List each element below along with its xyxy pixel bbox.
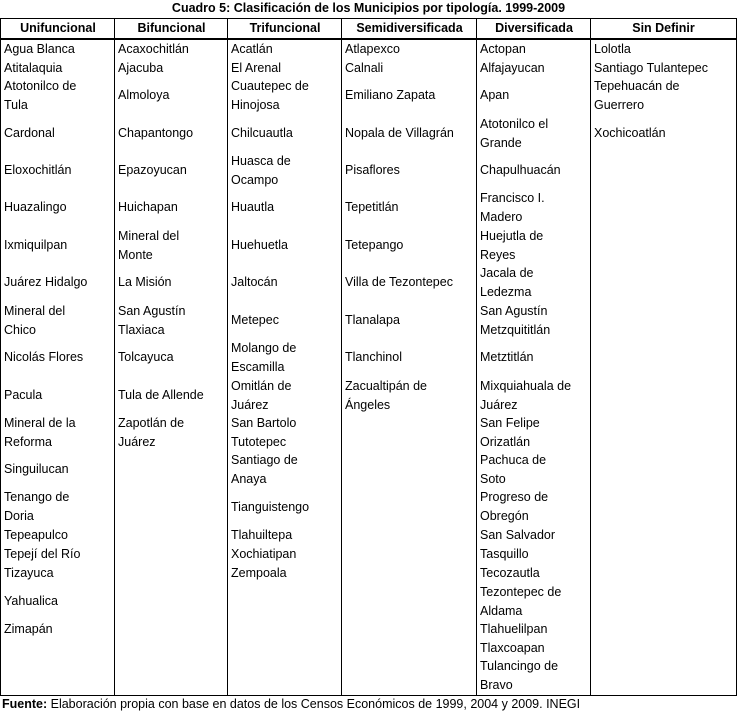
municipio-name-line: Ledezma	[480, 284, 532, 299]
municipio-name-line: Lolotla	[594, 42, 631, 56]
municipio-name-line: Metztitlán	[480, 350, 534, 364]
municipio-name-line: Cuautepec de	[231, 79, 309, 93]
municipio-cell	[480, 526, 589, 563]
municipio-cell	[345, 86, 475, 105]
municipio-name-line: Acaxochitlán	[118, 42, 189, 56]
municipio-name-line: Tepejí del Río	[4, 547, 81, 561]
municipio-cell	[118, 198, 226, 217]
municipio-name-line: Metzquititlán	[480, 322, 551, 337]
municipio-cell	[231, 414, 340, 451]
municipio-cell	[4, 124, 113, 143]
municipio-cell	[480, 414, 589, 451]
municipio-name-line: Yahualica	[4, 594, 58, 608]
municipio-cell	[231, 273, 340, 292]
municipio-cell	[345, 311, 475, 330]
classification-table	[0, 18, 737, 696]
municipio-cell	[231, 451, 340, 488]
municipio-name-line: San Felipe	[480, 416, 540, 430]
municipio-cell	[4, 59, 113, 78]
municipio-cell	[480, 639, 589, 658]
municipio-cell	[4, 236, 113, 255]
municipio-name-line: Tula de Allende	[118, 388, 204, 402]
header-sin-definir: Sin Definir	[632, 21, 695, 35]
municipio-cell	[4, 348, 113, 367]
municipio-cell	[4, 526, 113, 545]
municipio-name-line: Doria	[4, 508, 34, 523]
municipio-cell	[480, 189, 589, 226]
municipio-name-line: Jacala de	[480, 266, 534, 280]
municipio-name-line: Huazalingo	[4, 200, 67, 214]
municipio-cell	[345, 273, 475, 292]
table-header-row	[1, 19, 736, 40]
municipio-name-line: San Salvador	[480, 528, 556, 542]
source-note	[2, 695, 580, 713]
municipio-name-line: Molango de	[231, 341, 297, 355]
municipio-name-line: Tepeapulco	[4, 528, 68, 542]
municipio-cell	[4, 40, 113, 59]
municipio-name-line: Actopan	[480, 42, 526, 56]
municipio-name-line: Monte	[118, 247, 153, 262]
municipio-cell	[231, 339, 340, 376]
municipio-name-line: Omitlán de	[231, 379, 292, 393]
municipio-cell	[231, 236, 340, 255]
source-label: Fuente:	[2, 697, 48, 711]
municipio-name-line: Nopala de Villagrán	[345, 126, 454, 140]
municipio-name-line: Tetepango	[345, 238, 404, 252]
municipio-cell	[231, 59, 340, 78]
column-bifuncional	[115, 40, 227, 694]
municipio-cell	[231, 498, 340, 517]
municipio-cell	[4, 414, 113, 451]
municipio-name-line: Tenango de	[4, 490, 70, 504]
municipio-name-line: San Agustín	[118, 304, 186, 318]
municipio-name-line: Chilcuautla	[231, 126, 293, 140]
municipio-cell	[118, 302, 226, 339]
municipio-name-line: Obregón	[480, 508, 529, 523]
municipio-name-line: Huehuetla	[231, 238, 288, 252]
municipio-name-line: El Arenal	[231, 61, 282, 75]
municipio-name-line: Juárez	[231, 397, 269, 412]
municipio-cell	[118, 59, 226, 78]
municipio-name-line: Zempoala	[231, 566, 287, 580]
municipio-name-line: Bravo	[480, 677, 513, 692]
municipio-name-line: Mixquiahuala de	[480, 379, 572, 393]
municipio-name-line: Madero	[480, 209, 523, 224]
municipio-name-line: Juárez	[480, 397, 518, 412]
municipio-cell	[231, 311, 340, 330]
municipio-name-line: Tepehuacán de	[594, 79, 680, 93]
municipio-name-line: Zacualtipán de	[345, 379, 428, 393]
municipio-cell	[480, 40, 589, 59]
municipio-name-line: Eloxochitlán	[4, 163, 72, 177]
municipio-cell	[4, 273, 113, 292]
municipio-cell	[480, 348, 589, 367]
municipio-name-line: Epazoyucan	[118, 163, 187, 177]
header-trifuncional: Trifuncional	[249, 21, 321, 35]
municipio-cell	[118, 161, 226, 180]
municipio-cell	[231, 564, 340, 583]
municipio-name-line: Apan	[480, 88, 510, 102]
municipio-name-line: Tepetitlán	[345, 200, 399, 214]
municipio-name-line: Tlahuelilpan	[480, 622, 548, 636]
municipio-name-line: Juárez Hidalgo	[4, 275, 88, 289]
municipio-name-line: Chico	[4, 322, 36, 337]
municipio-cell	[480, 86, 589, 105]
municipio-name-line: Singuilucan	[4, 462, 69, 476]
municipio-name-line: Hinojosa	[231, 97, 280, 112]
municipio-name-line: Huichapan	[118, 200, 178, 214]
municipio-name-line: Tasquillo	[480, 546, 529, 561]
column-trifuncional	[228, 40, 341, 694]
municipio-name-line: Orizatlán	[480, 434, 531, 449]
municipio-cell	[231, 545, 340, 564]
municipio-name-line: Reyes	[480, 247, 516, 262]
municipio-name-line: Mineral del	[118, 229, 180, 243]
municipio-cell	[480, 564, 589, 583]
municipio-name-line: Tlanalapa	[345, 313, 400, 327]
municipio-name-line: Francisco I.	[480, 191, 545, 205]
municipio-name-line: Pachuca de	[480, 453, 547, 467]
municipio-name-line: Tlanchinol	[345, 350, 402, 364]
municipio-cell	[231, 198, 340, 217]
municipio-name-line: Xochiatipan	[231, 547, 297, 561]
header-bifuncional: Bifuncional	[137, 21, 206, 35]
municipio-name-line: Huasca de	[231, 154, 291, 168]
municipio-name-line: Atotonilco el	[480, 117, 549, 131]
municipio-cell	[345, 348, 475, 367]
municipio-name-line: Ixmiquilpan	[4, 238, 68, 252]
municipio-cell	[345, 40, 475, 59]
municipio-name-line: Alfajayucan	[480, 61, 545, 75]
table-title: Cuadro 5: Clasificación de los Municipios por tipología. 1999-2009	[171, 1, 566, 15]
municipio-name-line: Tutotepec	[231, 434, 287, 449]
municipio-name-line: Calnali	[345, 61, 384, 75]
municipio-cell	[118, 40, 226, 59]
municipio-cell	[231, 152, 340, 189]
municipio-cell	[4, 620, 113, 639]
municipio-cell	[4, 592, 113, 611]
header-semidiversificada: Semidiversificada	[356, 21, 463, 35]
municipio-cell	[594, 59, 735, 78]
municipio-cell	[480, 59, 589, 78]
municipio-name-line: Tlaxiaca	[118, 322, 165, 337]
municipio-name-line: Tizayuca	[4, 566, 54, 580]
column-semidiversificada	[342, 40, 476, 694]
column-diversificada	[477, 40, 590, 694]
municipio-name-line: Zimapán	[4, 622, 53, 636]
municipio-cell	[4, 302, 113, 339]
municipio-cell	[118, 86, 226, 105]
municipio-name-line: Pacula	[4, 388, 43, 402]
municipio-name-line: Cardonal	[4, 126, 55, 140]
municipio-cell	[118, 273, 226, 292]
municipio-cell	[231, 124, 340, 143]
municipio-name-line: Tula	[4, 97, 28, 112]
municipio-cell	[594, 77, 735, 114]
municipio-name-line: Jaltocán	[231, 275, 278, 289]
municipio-cell	[594, 124, 735, 143]
municipio-cell	[4, 460, 113, 479]
municipio-name-line: Nicolás Flores	[4, 350, 84, 364]
municipio-name-line: Tlahuiltepa	[231, 528, 293, 542]
municipio-name-line: Progreso de	[480, 490, 549, 504]
municipio-name-line: Tecozautla	[480, 566, 540, 580]
municipio-name-line: Atlapexco	[345, 42, 400, 56]
municipio-cell	[4, 198, 113, 217]
municipio-name-line: Mineral del	[4, 304, 66, 318]
municipio-cell	[118, 386, 226, 405]
municipio-cell	[345, 377, 475, 414]
municipio-name-line: Atotonilco de	[4, 79, 77, 93]
municipio-name-line: Chapantongo	[118, 126, 194, 140]
municipio-cell	[480, 161, 589, 180]
municipio-cell	[118, 348, 226, 367]
municipio-name-line: Guerrero	[594, 97, 645, 112]
municipio-name-line: Ocampo	[231, 172, 279, 187]
municipio-cell	[480, 451, 589, 488]
municipio-name-line: Tezontepec de	[480, 585, 562, 599]
municipio-name-line: Zapotlán de	[118, 416, 185, 430]
municipio-name-line: Pisaflores	[345, 163, 400, 177]
municipio-name-line: La Misión	[118, 275, 172, 289]
municipio-cell	[4, 488, 113, 525]
municipio-name-line: Chapulhuacán	[480, 163, 561, 177]
municipio-name-line: Santiago Tulantepec	[594, 61, 708, 75]
header-diversificada: Diversificada	[495, 21, 573, 35]
municipio-name-line: Huejutla de	[480, 229, 544, 243]
municipio-cell	[118, 227, 226, 264]
municipio-name-line: Acatlán	[231, 42, 273, 56]
municipio-name-line: San Agustín	[480, 304, 548, 318]
municipio-cell	[480, 583, 589, 620]
municipio-cell	[4, 161, 113, 180]
column-unifuncional	[1, 40, 114, 694]
municipio-name-line: Metepec	[231, 313, 279, 327]
municipio-cell	[480, 264, 589, 301]
municipio-name-line: Tulancingo de	[480, 659, 559, 673]
municipio-name-line: Xochicoatlán	[594, 126, 666, 140]
header-unifuncional: Unifuncional	[20, 21, 96, 35]
municipio-name-line: Tlaxcoapan	[480, 641, 545, 655]
municipio-cell	[4, 545, 113, 564]
municipio-cell	[480, 620, 589, 639]
municipio-name-line: Santiago de	[231, 453, 298, 467]
municipio-cell	[480, 377, 589, 414]
municipio-cell	[231, 526, 340, 545]
municipio-cell	[4, 564, 113, 583]
municipio-cell	[118, 414, 226, 451]
municipio-name-line: Escamilla	[231, 359, 285, 374]
municipio-name-line: Anaya	[231, 471, 267, 486]
municipio-cell	[480, 657, 589, 694]
municipio-name-line: Agua Blanca	[4, 42, 75, 56]
municipio-name-line: San Bartolo	[231, 416, 297, 430]
municipio-cell	[345, 198, 475, 217]
municipio-name-line: Juárez	[118, 434, 156, 449]
municipio-cell	[345, 124, 475, 143]
municipio-name-line: Tianguistengo	[231, 500, 310, 514]
municipio-cell	[594, 40, 735, 59]
municipio-cell	[480, 115, 589, 152]
municipio-name-line: Atitalaquia	[4, 61, 63, 75]
municipio-cell	[345, 236, 475, 255]
municipio-cell	[118, 124, 226, 143]
municipio-name-line: Reforma	[4, 434, 52, 449]
municipio-name-line: Ángeles	[345, 397, 391, 412]
municipio-cell	[4, 77, 113, 114]
municipio-cell	[480, 488, 589, 525]
municipio-name-line: Soto	[480, 471, 506, 486]
municipio-cell	[4, 386, 113, 405]
municipio-name-line: Mineral de la	[4, 416, 76, 430]
municipio-cell	[345, 161, 475, 180]
municipio-cell	[231, 40, 340, 59]
source-text: Elaboración propia con base en datos de los Censos Económicos de 1999, 2004 y 2009. INEGI	[47, 697, 581, 711]
municipio-name-line: Emiliano Zapata	[345, 88, 436, 102]
municipio-name-line: Tolcayuca	[118, 350, 174, 364]
municipio-cell	[231, 377, 340, 414]
municipio-cell	[231, 77, 340, 114]
municipio-name-line: Huautla	[231, 200, 275, 214]
municipio-name-line: Ajacuba	[118, 61, 164, 75]
municipio-cell	[480, 227, 589, 264]
municipio-name-line: Grande	[480, 135, 522, 150]
municipio-cell	[480, 302, 589, 339]
municipio-cell	[345, 59, 475, 78]
column-sin-definir	[591, 40, 736, 694]
municipio-name-line: Aldama	[480, 603, 523, 618]
municipio-name-line: Almoloya	[118, 88, 170, 102]
municipio-name-line: Villa de Tezontepec	[345, 275, 453, 289]
